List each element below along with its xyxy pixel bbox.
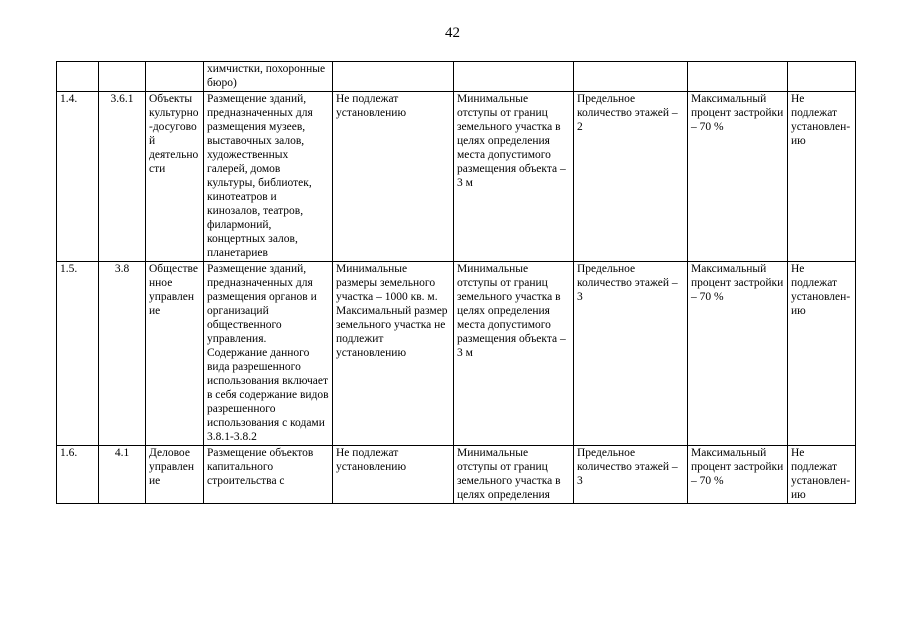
cell-plot-size: Не подлежат установлению (333, 92, 454, 262)
cell-use-name: Общественное управление (146, 262, 204, 446)
cell-use-name: Объекты культурно-досуговой деятельности (146, 92, 204, 262)
cell-floors (574, 62, 688, 92)
cell-other: Не подлежат установлению (788, 446, 856, 504)
table-row (57, 262, 856, 446)
cell-setbacks: Минимальные отступы от границ земельного участка в целях определения (454, 446, 574, 504)
cell-coverage: Максимальный процент застройки – 70 % (688, 446, 788, 504)
table-body (57, 62, 856, 504)
cell-use-name: Деловое управление (146, 446, 204, 504)
cell-setbacks: Минимальные отступы от границ земельного участка в целях определения места допустимого размещения объекта – 3 м (454, 262, 574, 446)
cell-plot-size: Минимальные размеры земельного участка – 1000 кв. м. Максимальный размер земельного участка не подлежит установлению (333, 262, 454, 446)
cell-use-code: 3.6.1 (99, 92, 146, 262)
table-row (57, 62, 856, 92)
cell-row-number (57, 62, 99, 92)
cell-use-description: Размещение зданий, предназначенных для размещения музеев, выставочных залов, художественных галерей, домов культуры, библиотек, кинотеатров и кинозалов, театров, филармоний, концертных залов, планетариев (204, 92, 333, 262)
table-row (57, 446, 856, 504)
cell-use-code (99, 62, 146, 92)
cell-other: Не подлежат установлению (788, 262, 856, 446)
cell-setbacks (454, 62, 574, 92)
cell-plot-size (333, 62, 454, 92)
cell-plot-size: Не подлежат установлению (333, 446, 454, 504)
cell-use-description: химчистки, похоронные бюро) (204, 62, 333, 92)
cell-row-number: 1.5. (57, 262, 99, 446)
cell-floors: Предельное количество этажей – 3 (574, 262, 688, 446)
cell-use-name (146, 62, 204, 92)
cell-coverage: Максимальный процент застройки – 70 % (688, 262, 788, 446)
cell-coverage (688, 62, 788, 92)
cell-row-number: 1.6. (57, 446, 99, 504)
cell-row-number: 1.4. (57, 92, 99, 262)
cell-floors: Предельное количество этажей – 3 (574, 446, 688, 504)
cell-other: Не подлежат установлению (788, 92, 856, 262)
cell-use-description: Размещение объектов капитального строительства с (204, 446, 333, 504)
cell-coverage: Максимальный процент застройки – 70 % (688, 92, 788, 262)
cell-setbacks: Минимальные отступы от границ земельного участка в целях определения места допустимого размещения объекта – 3 м (454, 92, 574, 262)
cell-use-code: 4.1 (99, 446, 146, 504)
cell-other (788, 62, 856, 92)
page-number: 42 (445, 25, 460, 41)
cell-use-description: Размещение зданий, предназначенных для размещения органов и организаций общественного управления. Содержание данного вида разрешенного использования включает в себя содержание видов разрешенного использования с кодами 3.8.1-3.8.2 (204, 262, 333, 446)
cell-floors: Предельное количество этажей – 2 (574, 92, 688, 262)
zoning-regulations-table (56, 61, 856, 504)
table-row (57, 92, 856, 262)
cell-use-code: 3.8 (99, 262, 146, 446)
